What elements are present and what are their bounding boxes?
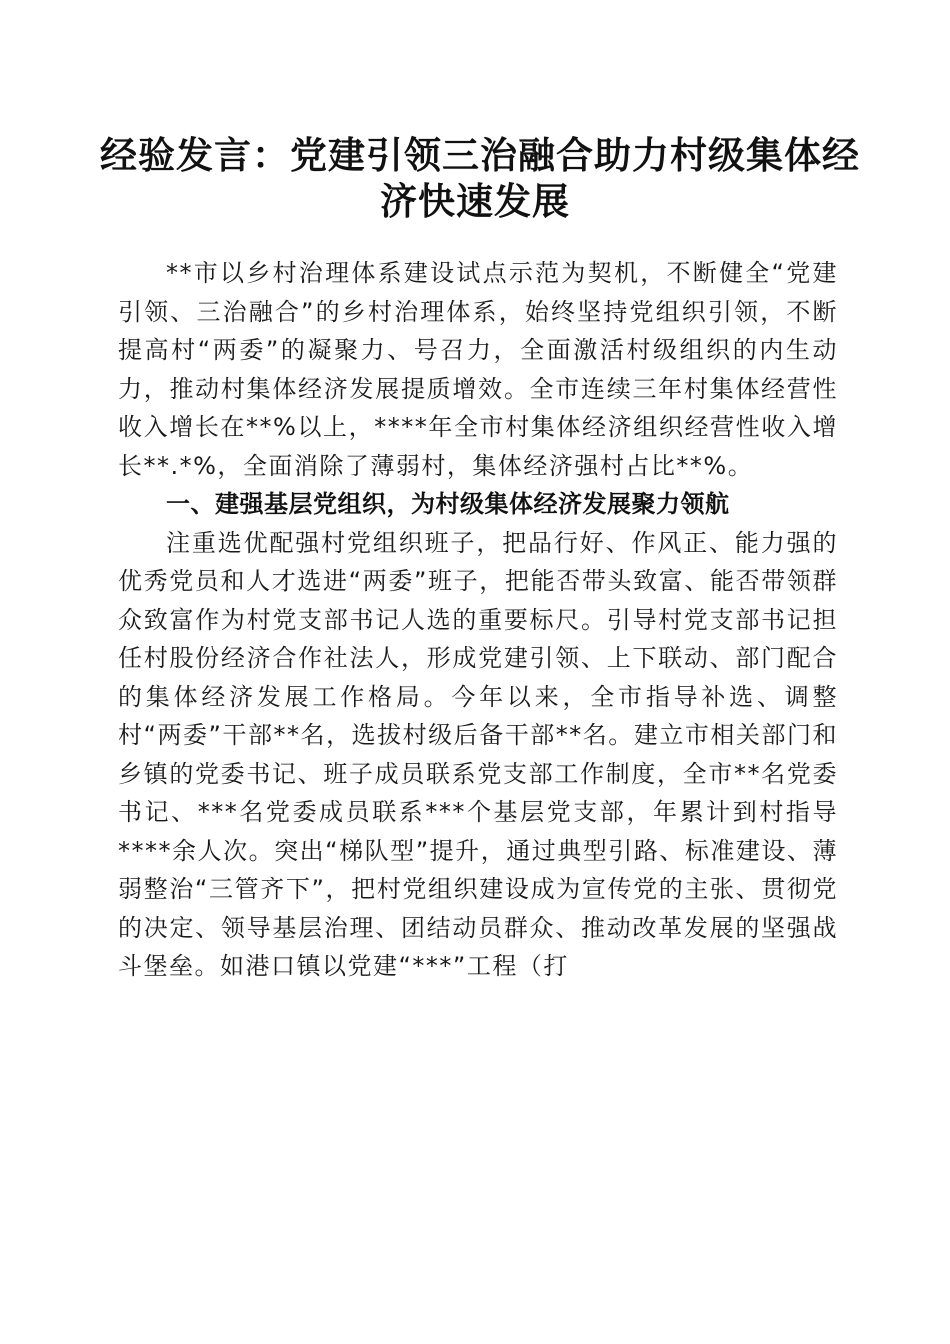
section-1-paragraph: 注重选优配强村党组织班子，把品行好、作风正、能力强的优秀党员和人才选进“两委”班子，把能否带头致富、能否带领群众致富作为村党支部书记人选的重要标尺。引导村党支部书记担任村股份经济合作社法人，形成党建引领、上下联动、部门配合的集体经济发展工作格局。今年以来，全市指导补选、调整村“两委”干部**名，选拔村级后备干部**名。建立市相关部门和乡镇的党委书记、班子成员联系党支部工作制度，全市**名党委书记、***名党委成员联系***个基层党支部，年累计到村指导****余人次。突出“梯队型”提升，通过典型引路、标准建设、薄弱整治“三管齐下”，把村党组织建设成为宣传党的主张、贯彻党的决定、领导基层治理、团结动员群众、推动改革发展的坚强战斗堡垒。如港口镇以党建“***”工程（打 <box>118 528 838 980</box>
document-title <box>100 132 860 224</box>
title-line-1: 经验发言：党建引领三治融合助力村级集体经 <box>100 133 860 177</box>
document-body <box>118 254 838 986</box>
title-line-2: 济快速发展 <box>380 179 570 223</box>
intro-paragraph: **市以乡村治理体系建设试点示范为契机，不断健全“党建引领、三治融合”的乡村治理体系，始终坚持党组织引领，不断提高村“两委”的凝聚力、号召力，全面激活村级组织的内生动力，推动村集体经济发展提质增效。全市连续三年村集体经营性收入增长在**%以上，****年全市村集体经济组织经营性收入增长**.*%，全面消除了薄弱村，集体经济强村占比**%。 <box>118 259 838 480</box>
section-heading-1: 一、建强基层党组织，为村级集体经济发展聚力领航 <box>166 490 730 518</box>
